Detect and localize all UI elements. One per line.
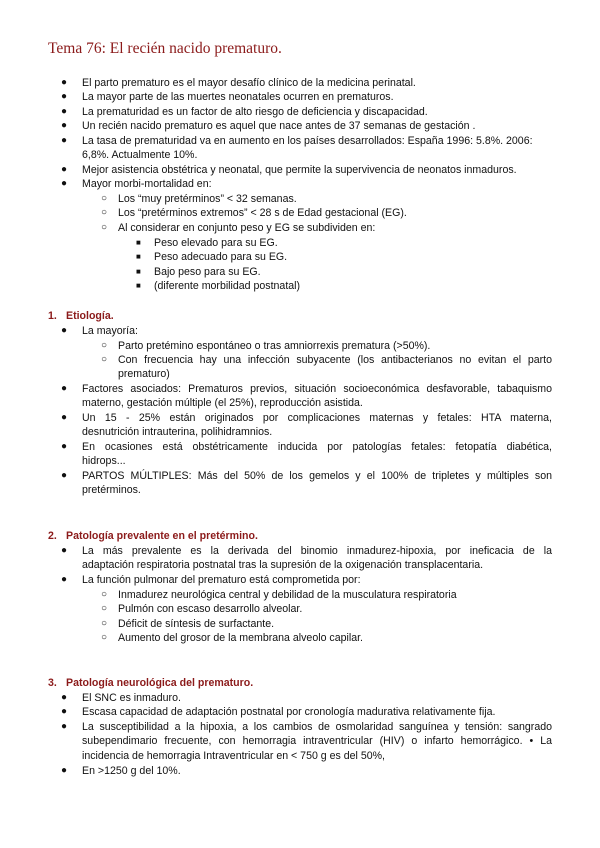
intro-item: La mayor parte de las muertes neonatales ocurren en prematuros. [82,91,394,103]
bullet-icon: ● [61,383,68,394]
circle-bullet-icon: ○ [101,632,108,643]
section-subitem-continued: prematuro) [118,368,170,380]
section-item-continued: materno, gestación múltiple (el 25%), reproducción asistida. [82,397,363,409]
page-title: Tema 76: El recién nacido prematuro. [48,40,282,57]
bullet-icon: ● [61,545,68,556]
bullet-icon: ● [61,164,68,175]
circle-bullet-icon: ○ [101,340,108,351]
intro-item: El parto prematuro es el mayor desafío clínico de la medicina perinatal. [82,77,416,89]
circle-bullet-icon: ○ [101,222,108,233]
section-subitem: Aumento del grosor de la membrana alveolo capilar. [118,632,363,644]
section-number: 2. [48,530,57,542]
intro-subitem: Los “muy pretérminos” < 32 semanas. [118,193,297,205]
bullet-icon: ● [61,325,68,336]
bullet-icon: ● [61,120,68,131]
circle-bullet-icon: ○ [101,354,108,365]
intro-subitem: Los “pretérminos extremos” < 28 s de Edad gestacional (EG). [118,207,407,219]
section-item: En >1250 g del 10%. [82,765,181,777]
section-item: PARTOS MÚLTIPLES: Más del 50% de los gemelos y el 100% de tripletes y múltiples son [82,470,552,482]
bullet-icon: ● [61,721,68,732]
section-item: Factores asociados: Prematuros previos, situación socioeconómica desfavorable, tabaquismo [82,383,552,395]
bullet-icon: ● [61,91,68,102]
section-item: La función pulmonar del prematuro está comprometida por: [82,574,361,586]
circle-bullet-icon: ○ [101,589,108,600]
bullet-icon: ● [61,412,68,423]
bullet-icon: ● [61,135,68,146]
section-heading: Etiología. [66,310,114,322]
intro-item-continued: 6,8%. Actualmente 10%. [82,149,198,161]
section-item: La más prevalente es la derivada del binomio inmadurez-hipoxia, por ineficacia de la [82,545,552,557]
section-item-continued: hidrops... [82,455,126,467]
section-item: El SNC es inmaduro. [82,692,181,704]
intro-item: Mejor asistencia obstétrica y neonatal, que permite la supervivencia de neonatos inmaduros. [82,164,517,176]
intro-subsubitem: (diferente morbilidad postnatal) [154,280,301,292]
section-subitem: Inmadurez neurológica central y debilidad de la musculatura respiratoria [118,589,457,601]
bullet-icon: ● [61,706,68,717]
intro-item: La tasa de prematuridad va en aumento en los países desarrollados: España 1996: 5.8%. 2006: [82,135,533,147]
section-subitem: Con frecuencia hay una infección subyacente (los antibacterianos no evitan el parto [118,354,552,366]
bullet-icon: ● [61,77,68,88]
section-item: La susceptibilidad a la hipoxia, a los cambios de osmolaridad sanguínea y tensión: sangrado [82,721,552,733]
section-item: Escasa capacidad de adaptación postnatal por cronología madurativa relativamente fija. [82,706,496,718]
square-bullet-icon: ■ [136,252,141,261]
section-item-continued: subependimario frecuente, con hemorragia intraventricular (HIV) o infarto hemorrágico. • La [82,735,552,747]
section-item-continued: adaptación respiratoria postnatal tras la supresión de la oxigenación transplacentaria. [82,559,484,571]
intro-subsubitem: Peso adecuado para su EG. [154,251,288,263]
bullet-icon: ● [61,106,68,117]
intro-item: La prematuridad es un factor de alto riesgo de deficiencia y discapacidad. [82,106,428,118]
bullet-icon: ● [61,765,68,776]
circle-bullet-icon: ○ [101,618,108,629]
circle-bullet-icon: ○ [101,207,108,218]
section-number: 3. [48,677,57,689]
bullet-icon: ● [61,178,68,189]
section-item: La mayoría: [82,325,138,337]
section-item-continued: incidencia de hemorragia Intraventricular en < 750 g es del 50%, [82,750,385,762]
bullet-icon: ● [61,692,68,703]
intro-item: Mayor morbi-mortalidad en: [82,178,212,190]
circle-bullet-icon: ○ [101,193,108,204]
section-heading: Patología prevalente en el pretérmino. [66,530,258,542]
section-subitem: Parto pretémino espontáneo o tras amniorrexis prematura (>50%). [118,340,431,352]
intro-subitem: Al considerar en conjunto peso y EG se subdividen en: [118,222,376,234]
section-subitem: Déficit de síntesis de surfactante. [118,618,275,630]
section-item-continued: pretérminos. [82,484,141,496]
square-bullet-icon: ■ [136,238,141,247]
bullet-icon: ● [61,441,68,452]
square-bullet-icon: ■ [136,267,141,276]
section-item: Un 15 - 25% están originados por complicaciones maternas y fetales: HTA materna, [82,412,552,424]
intro-subsubitem: Bajo peso para su EG. [154,266,261,278]
square-bullet-icon: ■ [136,281,141,290]
section-heading: Patología neurológica del prematuro. [66,677,254,689]
bullet-icon: ● [61,574,68,585]
bullet-icon: ● [61,470,68,481]
intro-item: Un recién nacido prematuro es aquel que nace antes de 37 semanas de gestación . [82,120,476,132]
section-subitem: Pulmón con escaso desarrollo alveolar. [118,603,303,615]
section-number: 1. [48,310,57,322]
section-item-continued: desnutrición intrauterina, polihidramnios. [82,426,273,438]
intro-subsubitem: Peso elevado para su EG. [154,237,278,249]
circle-bullet-icon: ○ [101,603,108,614]
section-item: En ocasiones está obstétricamente inducida por patologías fetales: fetopatía diabética, [82,441,552,453]
